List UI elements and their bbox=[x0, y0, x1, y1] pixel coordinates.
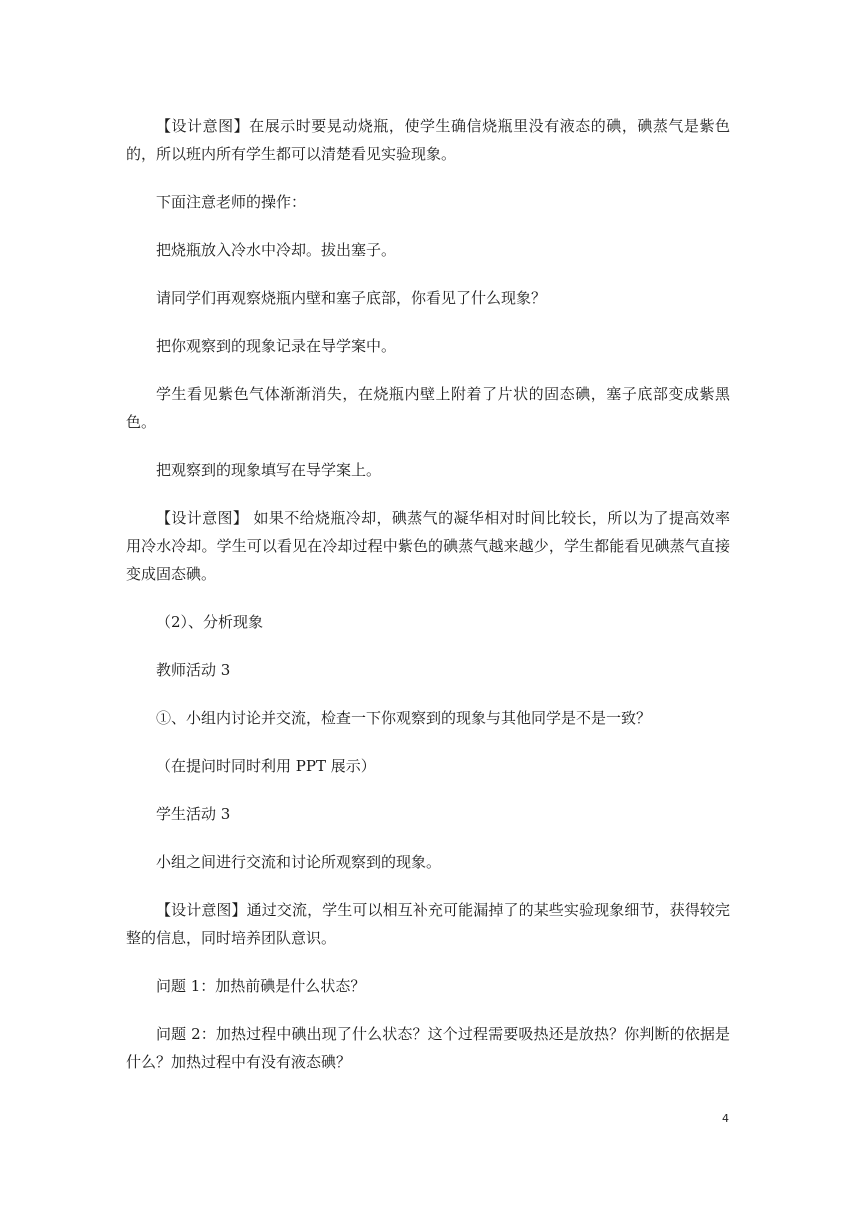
paragraph-student-observation: 学生看见紫色气体渐渐消失，在烧瓶内壁上附着了片状的固态碘，塞子底部变成紫黑色。 bbox=[126, 385, 730, 431]
paragraph-design-intent-1: 【设计意图】在展示时要晃动烧瓶，使学生确信烧瓶里没有液态的碘，碘蒸气是紫色的，所以班内所有学生都可以清楚看见实验现象。 bbox=[126, 117, 730, 163]
paragraph-group-discussion: ①、小组内讨论并交流，检查一下你观察到的现象与其他同学是不是一致？ bbox=[156, 709, 652, 727]
paragraph-question-2: 问题 2：加热过程中碘出现了什么状态？这个过程需要吸热还是放热？你判断的依据是什么？加热过程中有没有液态碘？ bbox=[126, 1025, 730, 1071]
paragraph-fill-worksheet: 把观察到的现象填写在导学案上。 bbox=[156, 461, 382, 479]
heading-teacher-activity-3: 教师活动 3 bbox=[156, 661, 231, 679]
paragraph-group-exchange: 小组之间进行交流和讨论所观察到的现象。 bbox=[156, 853, 442, 871]
paragraph-ppt-note: （在提问时同时利用 PPT 展示） bbox=[156, 757, 376, 775]
paragraph-record-observation: 把你观察到的现象记录在导学案中。 bbox=[156, 337, 397, 355]
paragraph-teacher-operation: 下面注意老师的操作： bbox=[156, 193, 307, 211]
paragraph-design-intent-2: 【设计意图】 如果不给烧瓶冷却，碘蒸气的凝华相对时间比较长，所以为了提高效率用冷水冷却。学生可以看见在冷却过程中紫色的碘蒸气越来越少，学生都能看见碘蒸气直接变成固态碘。 bbox=[126, 509, 730, 583]
paragraph-observe-question: 请同学们再观察烧瓶内壁和塞子底部，你看见了什么现象？ bbox=[156, 289, 547, 307]
heading-student-activity-3: 学生活动 3 bbox=[156, 805, 231, 823]
document-body bbox=[126, 112, 730, 1096]
section-heading-analyze: （2）、分析现象 bbox=[156, 613, 264, 631]
page-number: 4 bbox=[722, 1112, 729, 1125]
paragraph-question-1: 问题 1：加热前碘是什么状态？ bbox=[156, 977, 366, 995]
paragraph-cool-flask: 把烧瓶放入冷水中冷却。拔出塞子。 bbox=[156, 241, 397, 259]
paragraph-design-intent-3: 【设计意图】通过交流，学生可以相互补充可能漏掉了的某些实验现象细节，获得较完整的信息，同时培养团队意识。 bbox=[126, 901, 730, 947]
